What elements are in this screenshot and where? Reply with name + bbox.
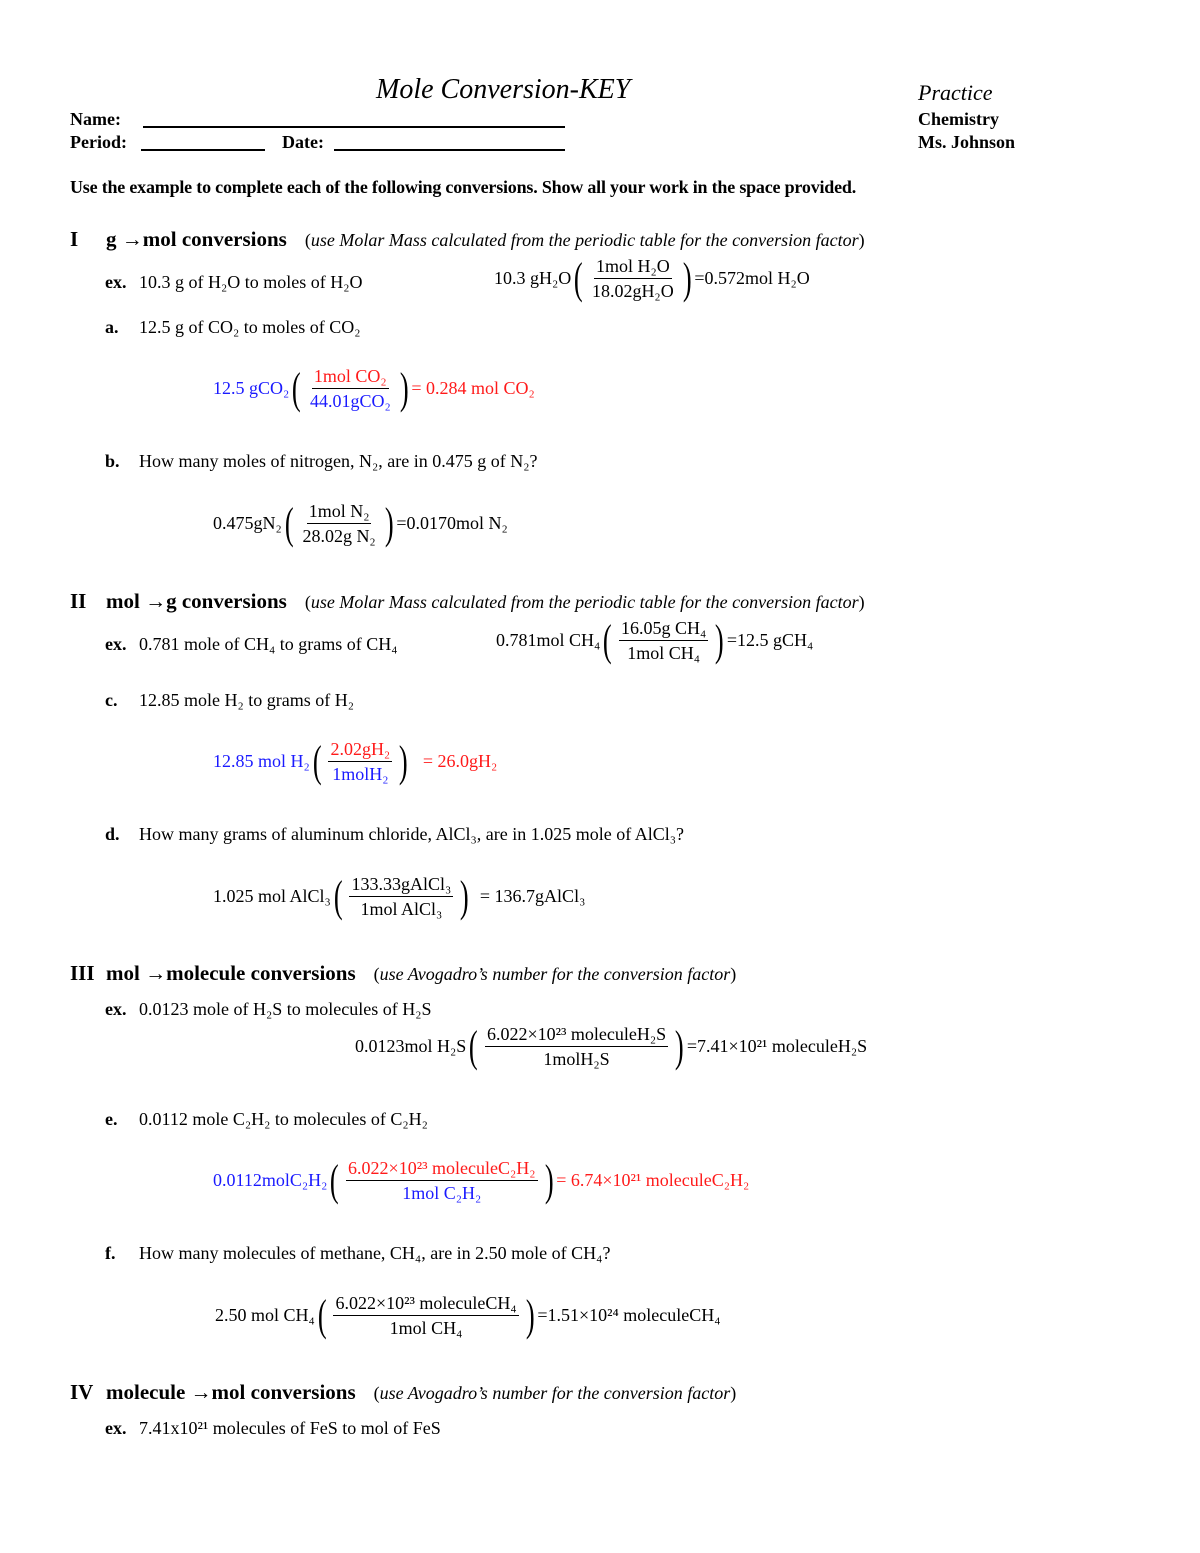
equation-answer: = 136.7gAlCl₃ [479,886,586,906]
equation-answer: = 0.284 mol CO₂ [411,378,535,398]
equation-given: 2.50 mol CH₄ [215,1305,315,1325]
section-4-heading: IV molecule →mol conversions (use Avogadro’s number for the conversion factor) [70,1380,737,1404]
equation-answer: =7.41×10²¹ moleculeH₂S [686,1036,868,1056]
equation-answer: =1.51×10²⁴ moleculeCH₄ [537,1305,721,1325]
problem-label: a. [105,317,119,337]
fraction-denominator: 1molH₂S [543,1049,610,1069]
problem-text: 10.3 g of H₂O to moles of H₂O [139,272,363,292]
problem-ex1 [105,272,363,293]
problem-label: ex. [105,999,127,1019]
problem-label: b. [105,451,120,471]
problem-f [105,1243,610,1264]
problem-d [105,824,684,845]
problem-label: ex. [105,272,127,292]
fraction-denominator: 44.01gCO₂ [309,391,391,411]
equation-answer: = 6.74×10²¹ moleculeC₂H₂ [556,1170,750,1190]
section-3-title: mol →molecule conversions [106,961,356,985]
problem-text: 7.41x10²¹ molecules of FeS to mol of FeS [139,1418,441,1438]
equation-given: 0.0123mol H₂S [355,1036,467,1056]
problem-label: ex. [105,634,127,654]
equation-given: 0.781mol CH₄ [496,630,601,650]
fraction-denominator: 1mol AlCl₃ [360,899,443,919]
fraction-numerator: 6.022×10²³ moleculeC₂H₂ [346,1156,537,1181]
subject-label: Chemistry [918,109,999,129]
section-1-note: use Molar Mass calculated from the periodic table for the conversion factor [310,230,859,250]
equation-e: 0.0112molC₂H₂ ( $\frac{\text{6.022×10²³ moleculeC₂H₂}}{\text{1mol C₂H₂}}$ ) = 6.74×10²¹ moleculeC₂H₂ [213,1155,750,1205]
section-1-roman: I [70,227,79,251]
problem-text: 12.5 g of CO₂ to moles of CO₂ [139,317,361,337]
fraction-denominator: 18.02gH₂O [591,281,674,301]
name-label: Name: [70,109,121,129]
fraction-denominator: 1mol C₂H₂ [402,1183,482,1203]
section-4-title: molecule →mol conversions [106,1380,356,1404]
problem-text: 0.781 mole of CH₄ to grams of CH₄ [139,634,398,654]
equation-answer: = 26.0gH₂ [422,751,498,771]
equation-ex2: 0.781mol CH₄ ( $\frac{\text{16.05g CH₄}}{\text{1mol CH₄}}$ ) =12.5 gCH₄ [496,615,814,665]
fraction-numerator: 16.05g CH₄ [619,616,708,641]
problem-label: e. [105,1109,118,1129]
problem-label: d. [105,824,120,844]
problem-label: ex. [105,1418,127,1438]
problem-ex3 [105,999,432,1020]
problem-text: How many molecules of methane, CH₄, are in 2.50 mole of CH₄? [139,1243,611,1263]
problem-label: f. [105,1243,116,1263]
period-label: Period: [70,132,127,152]
section-1-heading: I g →mol conversions (use Molar Mass calculated from the periodic table for the conversion factor) [70,227,865,251]
equation-answer: =0.572mol H₂O [694,268,810,288]
problem-text: 0.0112 mole C₂H₂ to molecules of C₂H₂ [139,1109,428,1129]
equation-given: 12.5 gCO₂ [213,378,290,398]
fraction-numerator: 133.33gAlCl₃ [349,872,453,897]
equation-f: 2.50 mol CH₄ ( $\frac{\text{6.022×10²³ moleculeCH₄}}{\text{1mol CH₄}}$ ) =1.51×10²⁴ moleculeCH₄ [215,1290,721,1340]
name-field[interactable] [143,126,565,128]
problem-ex4 [105,1418,441,1439]
fraction-denominator: 28.02g N₂ [302,526,376,546]
fraction-numerator: 1mol CO₂ [312,364,389,389]
section-2-title: mol →g conversions [106,589,287,613]
equation-d: 1.025 mol AlCl₃ ( $\frac{\text{133.33gAlCl₃}}{\text{1mol AlCl₃}}$ ) = 136.7gAlCl₃ [213,871,586,921]
equation-ex3: 0.0123mol H₂S ( $\frac{\text{6.022×10²³ moleculeH₂S}}{\text{1molH₂S}}$ ) =7.41×10²¹ moleculeH₂S [355,1021,868,1071]
instructions: Use the example to complete each of the following conversions. Show all your work in the space provided. [70,177,857,197]
fraction-denominator: 1molH₂ [332,764,389,784]
equation-a: 12.5 gCO₂ ( $\frac{\text{1mol CO₂}}{\text{44.01gCO₂}}$ ) = 0.284 mol CO₂ [213,363,535,413]
problem-b [105,451,537,472]
section-1-title: g →mol conversions [106,227,287,251]
equation-ex1: 10.3 gH₂O ( $\frac{\text{1mol H₂O}}{\text{18.02gH₂O}}$ ) =0.572mol H₂O [494,253,810,303]
problem-a [105,317,361,338]
problem-text: How many moles of nitrogen, N₂, are in 0.475 g of N₂? [139,451,538,471]
period-field[interactable] [141,149,265,151]
fraction-numerator: 6.022×10²³ moleculeH₂S [485,1022,668,1047]
section-4-roman: IV [70,1380,94,1404]
problem-text: 12.85 mole H₂ to grams of H₂ [139,690,355,710]
equation-c: 12.85 mol H₂ ( $\frac{\text{2.02gH₂}}{\text{1molH₂}}$ ) = 26.0gH₂ [213,736,498,786]
equation-b: 0.475gN₂ ( $\frac{\text{1mol N₂}}{\text{28.02g N₂}}$ ) =0.0170mol N₂ [213,498,508,548]
fraction-denominator: 1mol CH₄ [389,1318,463,1338]
section-3-note: use Avogadro’s number for the conversion factor [379,964,731,984]
section-2-heading: II mol →g conversions (use Molar Mass calculated from the periodic table for the conversion factor) [70,589,865,613]
problem-ex2 [105,634,398,655]
section-3-heading: III mol →molecule conversions (use Avogadro’s number for the conversion factor) [70,961,737,985]
page-title: Mole Conversion-KEY [376,74,631,105]
problem-text: 0.0123 mole of H₂S to molecules of H₂S [139,999,432,1019]
section-2-note: use Molar Mass calculated from the periodic table for the conversion factor [310,592,859,612]
practice-label: Practice [918,80,993,105]
problem-label: c. [105,690,118,710]
problem-c [105,690,354,711]
equation-given: 1.025 mol AlCl₃ [213,886,331,906]
fraction-denominator: 1mol CH₄ [627,643,700,663]
equation-answer: =12.5 gCH₄ [726,630,814,650]
fraction-numerator: 1mol H₂O [594,254,672,279]
fraction-numerator: 1mol N₂ [307,499,372,524]
section-2-roman: II [70,589,87,613]
teacher-label: Ms. Johnson [918,132,1016,152]
section-4-note: use Avogadro’s number for the conversion factor [379,1383,731,1403]
section-3-roman: III [70,961,95,985]
date-label: Date: [282,132,324,152]
equation-given: 12.85 mol H₂ [213,751,310,771]
problem-e [105,1109,428,1130]
problem-text: How many grams of aluminum chloride, AlCl₃, are in 1.025 mole of AlCl₃? [139,824,684,844]
equation-given: 10.3 gH₂O [494,268,572,288]
equation-given: 0.0112molC₂H₂ [213,1170,328,1190]
fraction-numerator: 6.022×10²³ moleculeCH₄ [333,1291,518,1316]
date-field[interactable] [334,149,565,151]
fraction-numerator: 2.02gH₂ [328,737,392,762]
equation-answer: =0.0170mol N₂ [396,513,508,533]
equation-given: 0.475gN₂ [213,513,282,533]
